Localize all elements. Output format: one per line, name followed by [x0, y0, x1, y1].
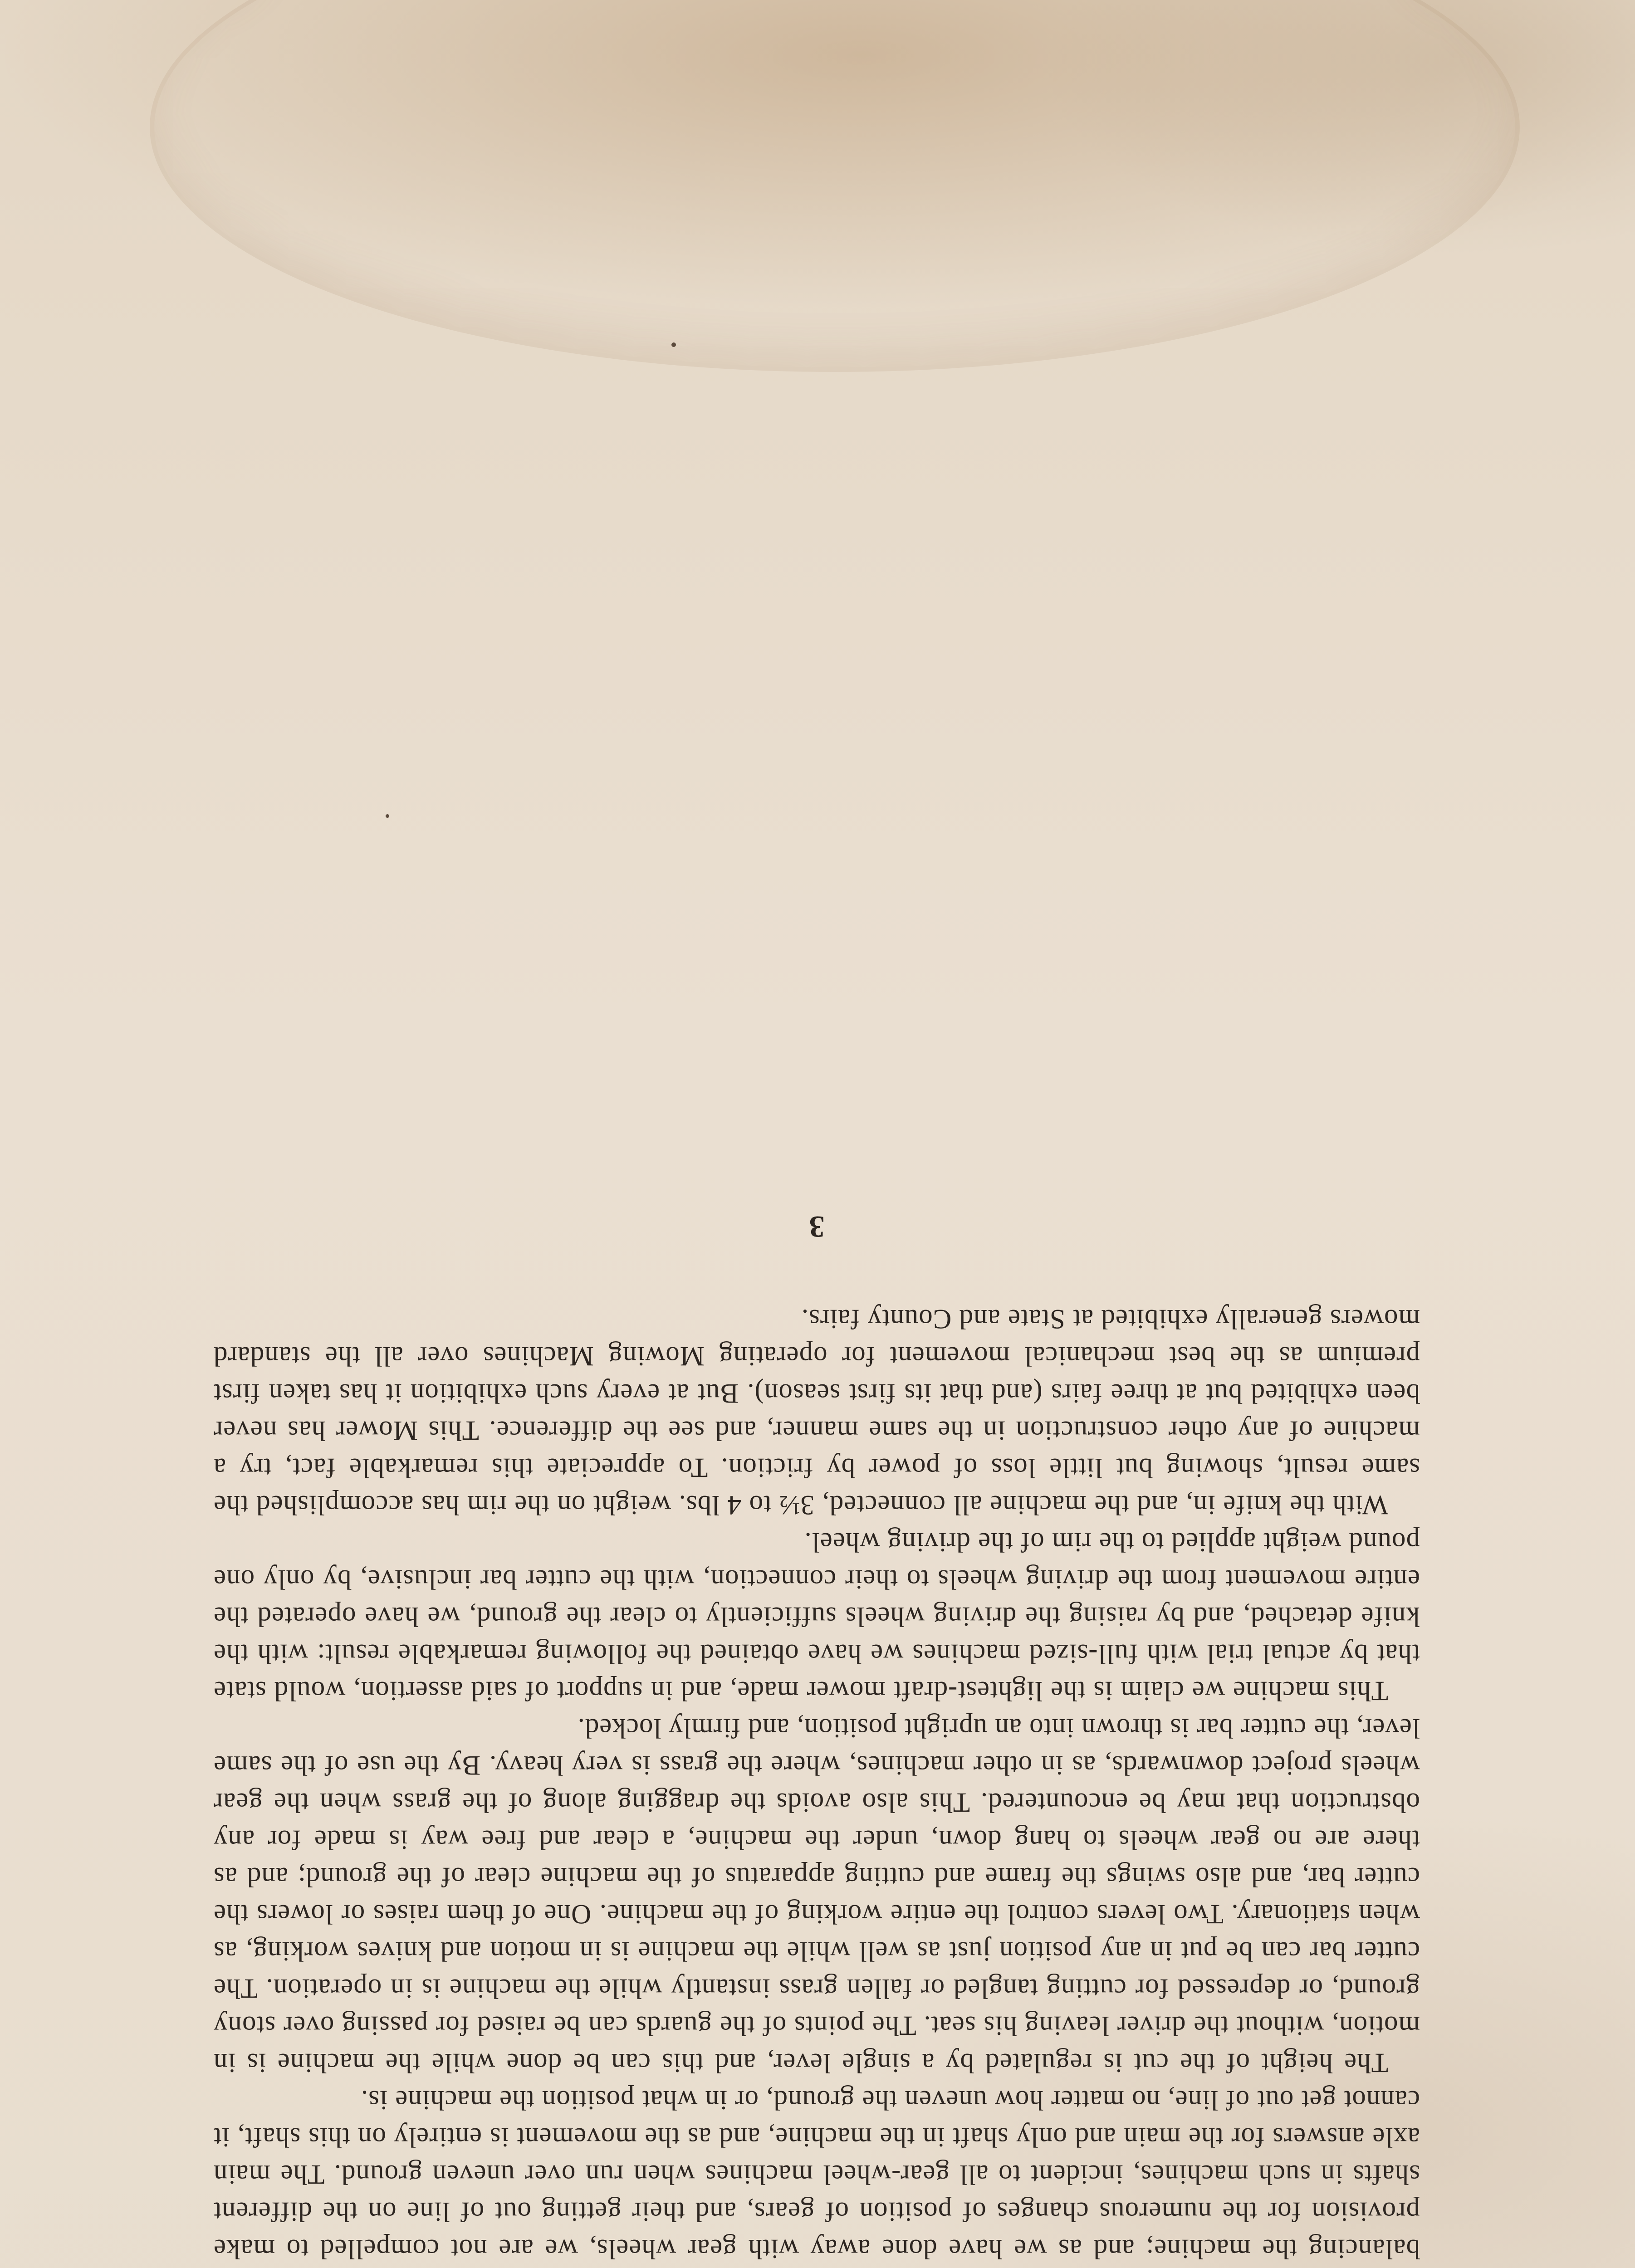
- paragraph-knife-in: With the knife in, and the machine all connected, 3½ to 4 lbs. weight on the rim has accomplished the same result, showing but little loss of power by friction. To appreciate this remarkable fact, try a machine of any other construction in the same manner, and see the difference. This Mower has never been exhibited but at three fairs (and that its first season). But at every such exhibition it has taken first premium as the best mechanical movement for operating Mowing Machines over all the standard mowers generally exhibited at State and County fairs.: [213, 1304, 1420, 1520]
- upside-down-text-block: [213, 1208, 1420, 2268]
- paragraph-drivers-seat: balancing the machine; and as we have done away with gear wheels, we are not compelled to make provision for the numerous changes of position of gears, and their getting out of line on the different shafts in such machines, incident to all gear-wheel machines when run over uneven ground. The main axle answers for the main and only shaft in the machine, and as the movement is entirely on this shaft, it cannot get out of line, no matter how uneven the ground, or in what position the machine is.: [213, 2085, 1420, 2264]
- water-stain: [150, 0, 1520, 372]
- paragraph-lightest-draft: This machine we claim is the lightest-draft mower made, and in support of said assertion, would state that by actual trial with full-sized machines we have obtained the following remarkable result: with the knife detached, and by raising the driving wheels sufficiently to clear the ground, we have operated the entire movement from the driving wheels to their connection, with the cutter bar inclusive, by only one pound weight applied to the rim of the driving wheel.: [213, 1527, 1420, 1706]
- speck: [386, 814, 389, 818]
- paragraph-height-of-cut: The height of the cut is regulated by a single lever, and this can be done while the machine is in motion, without the driver leaving his seat. The points of the guards can be raised for passing over stony ground, or depressed for cutting tangled or fallen grass instantly while the machine is in operation. The cutter bar can be put in any position just as well while the machine is in motion and knives working, as when stationary. Two levers control the entire working of the machine. One of them raises or lowers the cutter bar, and also swings the frame and cutting apparatus of the machine clear of the ground; and as there are no gear wheels to hang down, under the machine, a clear and free way is made for any obstruction that may be encountered. This also avoids the dragging along of the grass when the gear wheels project downwards, as in other machines, where the grass is very heavy. By the use of the same lever, the cutter bar is thrown into an upright position, and firmly locked.: [213, 1713, 1420, 2078]
- page-number: 3: [808, 1210, 825, 1244]
- speck: [671, 342, 676, 347]
